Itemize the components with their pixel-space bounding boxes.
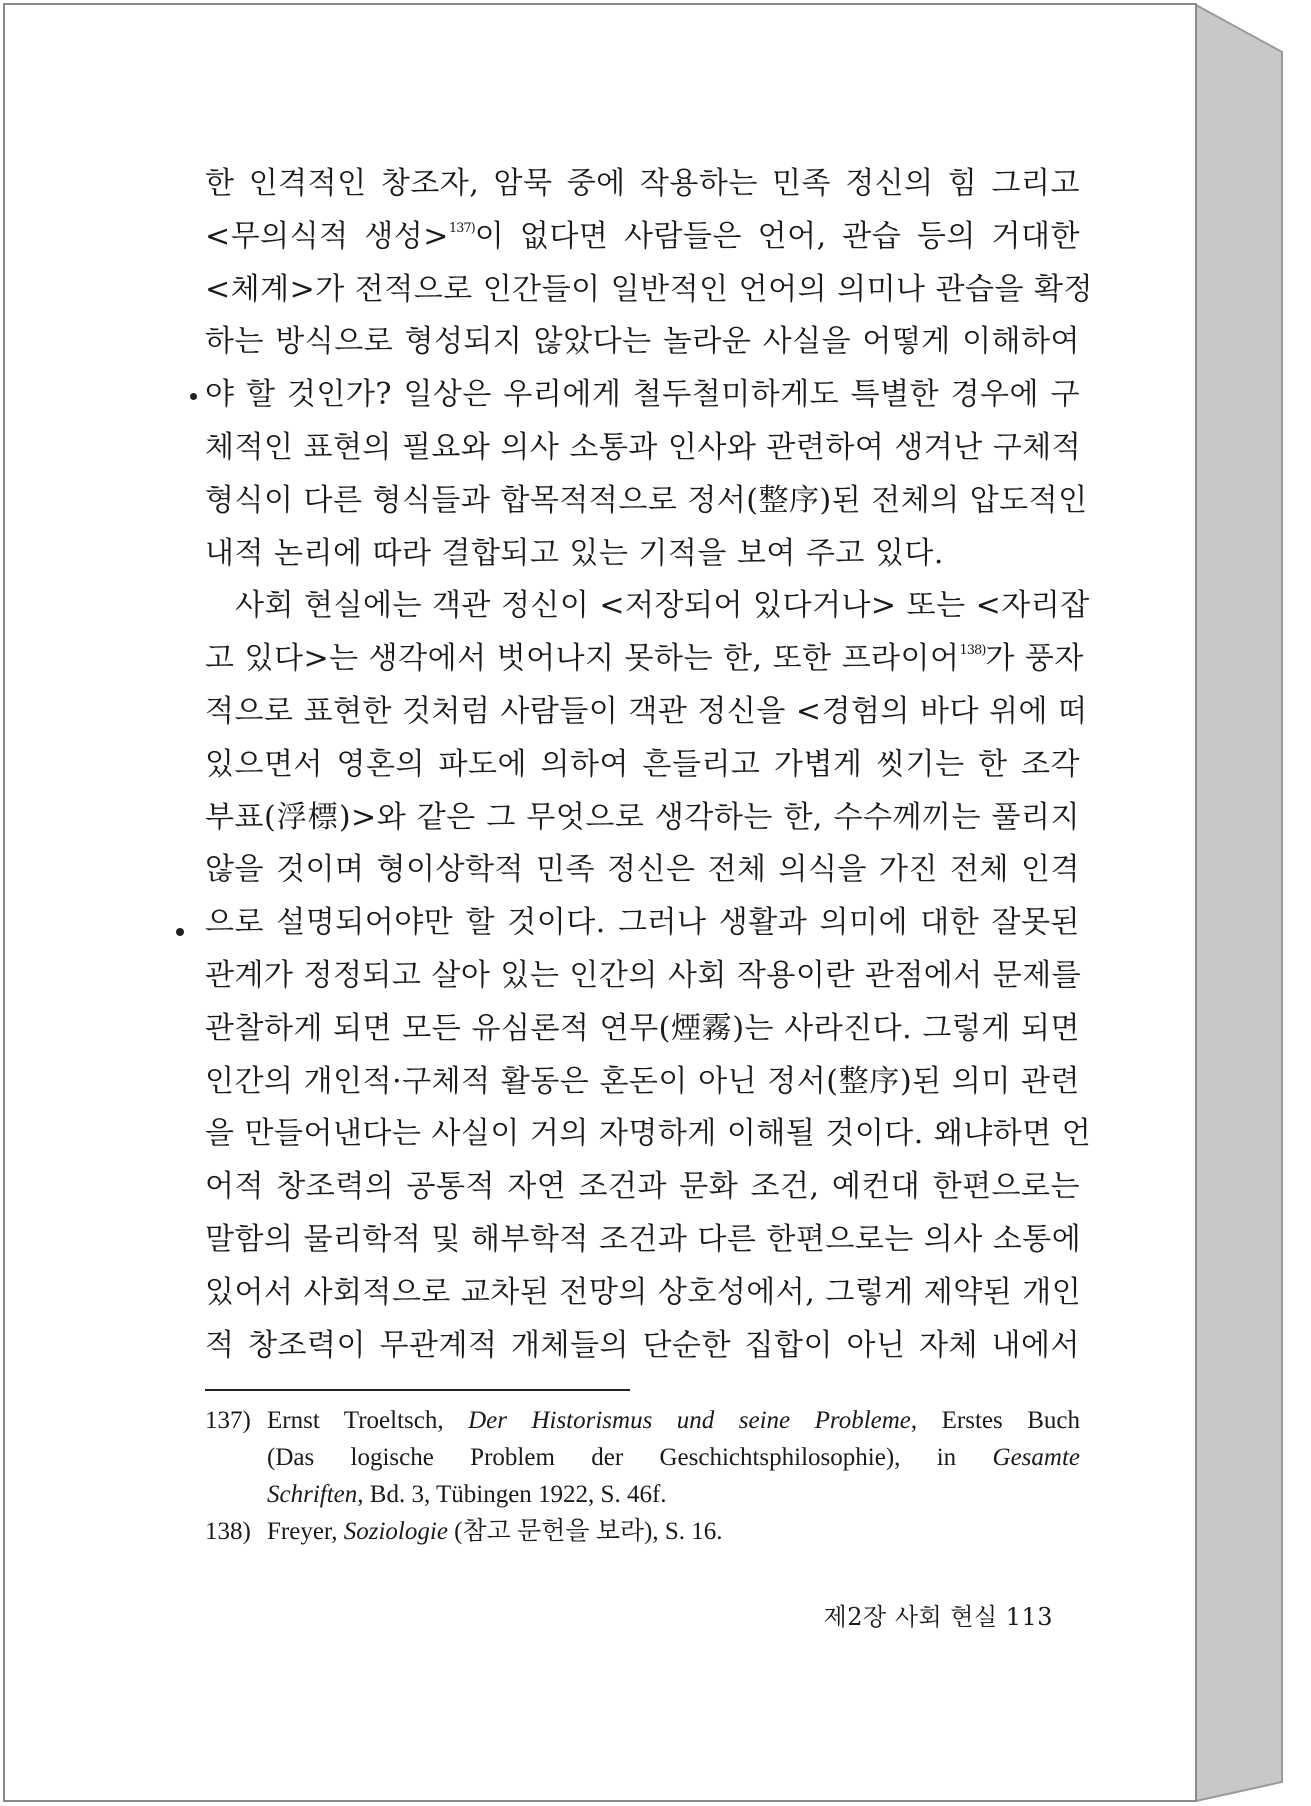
footnote-title: Gesamte [992,1444,1080,1471]
book-page-edge [1196,5,1282,1801]
text-line: 내적 논리에 따라 결합되고 있는 기적을 보여 주고 있다. [205,535,944,571]
text-line: 않을 것이며 형이상학적 민족 정신은 전체 의식을 가진 전체 인격 [205,852,1080,888]
footnote-line [267,1476,1080,1513]
scan-mark [176,928,184,936]
page-number: 113 [1005,1603,1053,1631]
text-line: 하는 방식으로 형성되지 않았다는 놀라운 사실을 어떻게 이해하여 [205,324,1080,360]
footnote-text: , Erstes Buch [910,1407,1080,1434]
footnote-divider [205,1389,630,1391]
footnote-line [267,1439,1080,1476]
footnote [205,1513,1080,1550]
body-text [205,158,1094,1372]
text-line: 사회 현실에는 객관 정신이 <저장되어 있다거나> 또는 <자리잡 [235,588,1090,624]
footnote-body [267,1513,1080,1550]
scan-mark [190,393,197,400]
text-line: 형식이 다른 형식들과 합목적적으로 정서(整序)된 전체의 압도적인 [205,482,1088,518]
text-line: 인간의 개인적·구체적 활동은 혼돈이 아닌 정서(整序)된 의미 관련 [205,1063,1080,1099]
text-line [205,211,1080,264]
footnote-number: 137) [205,1407,251,1434]
text-segment: <무의식적 생성> [205,218,449,254]
chapter-title: 제2장 사회 현실 [823,1603,998,1631]
text-line: 한 인격적인 창조자, 암묵 중에 작용하는 민족 정신의 힘 그리고 [205,166,1080,201]
footnote-text: , Bd. 3, Tübingen 1922, S. 46f. [357,1481,667,1508]
footnote-text: Ernst Troeltsch, [267,1407,469,1434]
text-line: 관계가 정정되고 살아 있는 인간의 사회 작용이란 관점에서 문제를 [205,957,1082,993]
text-line: 있어서 사회적으로 교차된 전망의 상호성에서, 그렇게 제약된 개인 [205,1274,1082,1310]
text-line: 으로 설명되어야만 할 것이다. 그러나 생활과 의미에 대한 잘못된 [205,905,1080,941]
text-line [205,633,1084,686]
text-segment: 이 없다면 사람들은 언어, 관습 등의 거대한 [474,218,1080,254]
text-line: 관찰하게 되면 모든 유심론적 연무(煙霧)는 사라진다. 그렇게 되면 [205,1010,1080,1046]
running-footer [816,1597,1053,1632]
text-line: 체적인 표현의 필요와 의사 소통과 인사와 관련하여 생겨난 구체적 [205,429,1082,465]
footnote-title: Schriften [267,1481,358,1508]
text-segment: 고 있다>는 생각에서 벗어나지 못하는 한, 또한 프라이어 [205,641,960,677]
text-segment: 가 풍자 [985,641,1084,677]
footnote-text: Freyer, [267,1518,344,1545]
text-line: 을 만들어낸다는 사실이 거의 자명하게 이해될 것이다. 왜냐하면 언 [205,1116,1092,1152]
text-line: 적으로 표현한 것처럼 사람들이 객관 정신을 <경험의 바다 위에 떠 [205,693,1088,729]
footnote [205,1402,1080,1513]
footnote-text: (참고 문헌을 보라), S. 16. [447,1518,723,1545]
footnote-line [267,1513,1080,1550]
footnote-ref[interactable]: 137) [448,220,475,236]
footnote-line [267,1402,1080,1439]
text-line: 어적 창조력의 공통적 자연 조건과 문화 조건, 예컨대 한편으로는 [205,1169,1080,1205]
text-line: 말함의 물리학적 및 해부학적 조건과 다른 한편으로는 의사 소통에 [205,1221,1082,1257]
footnote-ref[interactable]: 138) [959,643,986,659]
text-line: 적 창조력이 무관계적 개체들의 단순한 집합이 아닌 자체 내에서 [205,1327,1080,1363]
footnote-title: Der Historismus und seine Probleme [468,1407,911,1434]
footnote-text: (Das logische Problem der Geschichtsphilosophie), in [267,1444,993,1471]
footnotes [205,1402,1080,1550]
text-line: <체계>가 전적으로 인간들이 일반적인 언어의 의미나 관습을 확정 [205,271,1094,307]
text-line: 야 할 것인가? 일상은 우리에게 철두철미하게도 특별한 경우에 구 [205,377,1080,413]
footnote-body [267,1402,1080,1513]
footnote-number: 138) [205,1518,251,1545]
footnote-title: Soziologie [343,1518,448,1545]
text-line: 있으면서 영혼의 파도에 의하여 흔들리고 가볍게 씻기는 한 조각 [205,746,1080,782]
text-line: 부표(浮標)>와 같은 그 무엇으로 생각하는 한, 수수께끼는 풀리지 [205,799,1080,835]
